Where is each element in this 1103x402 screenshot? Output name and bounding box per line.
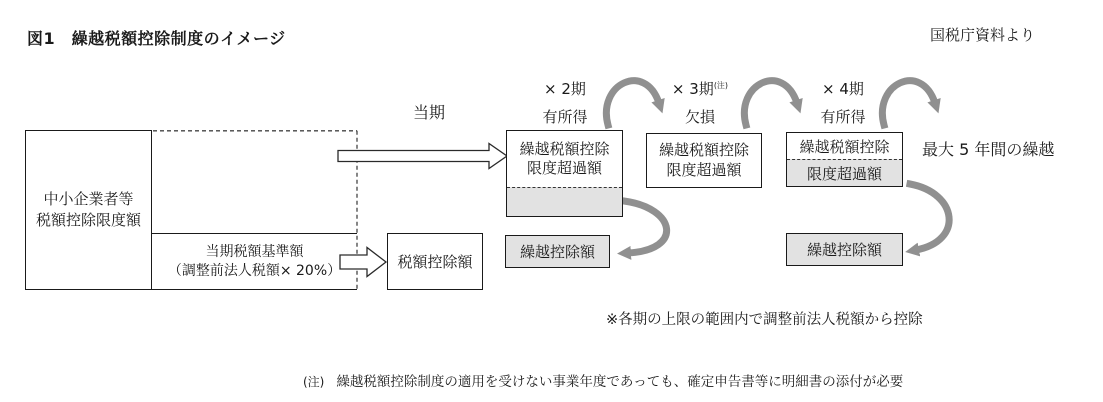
source-credit: 国税庁資料より (930, 26, 1036, 44)
tax-credit-box (387, 233, 483, 290)
carryover-curve-arrow-1 (624, 201, 667, 253)
limit-note: ※各期の上限の範囲内で調整前法人税額から控除 (606, 312, 923, 328)
footnote (303, 370, 903, 390)
period4-excess-line2-shaded: 限度超過額 (787, 159, 902, 186)
tax-base-line1: 当期税額基準額 (205, 243, 304, 260)
tax-base-box (152, 233, 357, 290)
period2-excess-text: 繰越税額控除 限度超過額 (519, 139, 610, 177)
footnote-text: 繰越税額控除制度の適用を受けない事業年度であっても、確定申告書等に明細書の添付が必要 (336, 374, 904, 390)
period4-excess-box (786, 132, 903, 187)
current-period-arrow (338, 144, 507, 169)
period4-excess-line1: 繰越税額控除 (799, 137, 890, 156)
period4-label: × 4期 (822, 80, 864, 98)
carryover-curve-arrow-2 (910, 184, 949, 250)
period3-note-mark: (注) (713, 81, 729, 90)
current-period-label: 当期 (412, 103, 445, 122)
period2-label: × 2期 (544, 80, 586, 98)
period3-excess-box: 繰越税額控除 限度超過額 (646, 133, 762, 188)
credit-limit-box (25, 130, 152, 290)
period4-status: 有所得 (820, 108, 866, 126)
period3-status: 欠損 (684, 108, 715, 126)
period2-excess-box (506, 130, 623, 217)
credit-limit-line2: 税額控除限度額 (35, 211, 141, 229)
figure-title: 図1 繰越税額控除制度のイメージ (27, 29, 286, 48)
carryover-deduction-box-2: 繰越控除額 (786, 233, 903, 266)
period3-label: × 3期$^{(注)}$ (671, 80, 729, 98)
period2-status: 有所得 (542, 108, 588, 126)
tax-credit-label: 税額控除額 (397, 253, 473, 271)
hop-arrow-period3-4 (744, 81, 797, 125)
credit-limit-line1: 中小企業者等 (43, 190, 134, 208)
carryover-deduction-box-1: 繰越控除額 (505, 235, 610, 268)
max-carryover-label: 最大 5 年間の繰越 (922, 140, 1055, 159)
period2-shaded-area (507, 187, 622, 216)
tax-base-line2: （調整前法人税額× 20%） (167, 262, 342, 279)
footnote-mark: (注) (303, 375, 325, 389)
